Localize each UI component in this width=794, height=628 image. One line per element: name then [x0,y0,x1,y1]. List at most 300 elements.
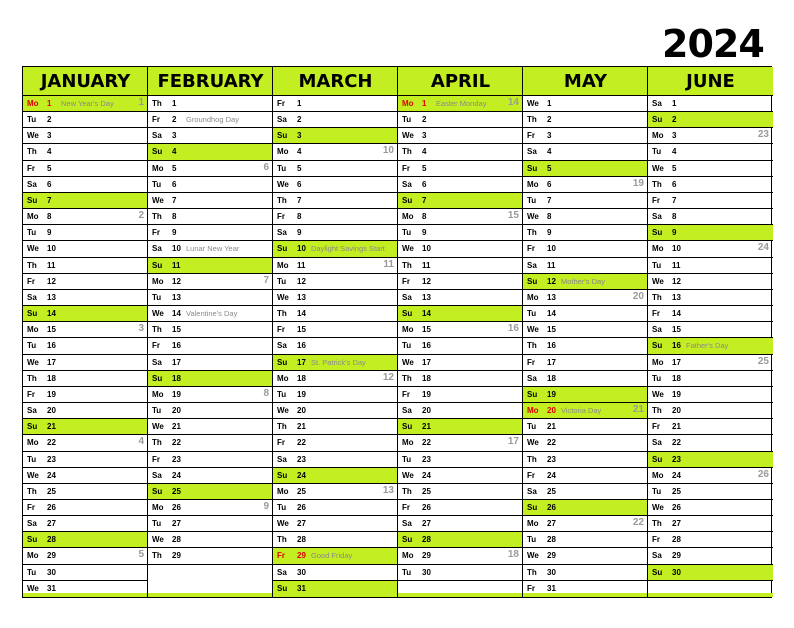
weekday-label: Fr [277,212,285,222]
day-number: 4 [672,147,677,157]
weekday-label: Sa [27,406,37,416]
month-header: MARCH [273,67,398,96]
weekday-label: Tu [402,115,412,125]
weekday-label: Tu [652,147,662,157]
day-row [523,484,648,500]
day-number: 11 [47,260,56,270]
day-number: 26 [672,503,681,512]
day-number: 23 [547,454,556,464]
day-row [648,371,773,387]
day-row [648,548,773,564]
day-row [273,338,398,354]
day-number: 13 [47,292,56,302]
weekday-label: Su [402,309,413,319]
day-number: 12 [422,276,431,286]
weekday-label: Sa [277,341,287,351]
day-number: 22 [672,438,681,448]
weekday-label: Th [27,373,37,383]
day-number: 15 [297,325,306,335]
weekday-label: Fr [652,309,660,319]
weekday-label: Tu [152,519,162,529]
week-number: 15 [507,210,519,222]
weekday-label: We [152,195,164,205]
week-number: 23 [757,129,769,141]
day-number: 24 [547,470,556,480]
day-number: 2 [672,115,677,125]
day-number: 13 [172,292,181,302]
day-number: 16 [297,341,306,351]
day-row [648,112,773,128]
day-row [148,516,273,532]
weekday-label: Th [527,115,537,125]
day-number: 1 [172,99,177,108]
day-number: 30 [297,567,306,577]
weekday-label: We [652,276,664,286]
day-row [648,355,773,371]
weekday-label: Tu [27,115,37,125]
day-number: 5 [672,163,677,173]
day-row [523,306,648,322]
weekday-label: Sa [152,131,162,141]
weekday-label: Th [277,195,287,205]
day-number: 19 [297,389,306,399]
day-number: 9 [672,228,677,238]
day-row [148,419,273,435]
day-row [523,355,648,371]
weekday-label: Mo [402,212,414,222]
day-row [148,209,273,225]
weekday-label: Fr [652,535,660,545]
day-number: 8 [47,212,52,222]
day-number: 31 [297,583,306,593]
weekday-label: We [152,422,164,432]
day-number: 27 [47,519,56,529]
day-row [148,322,273,338]
weekday-label: Mo [27,99,39,108]
day-number: 8 [172,212,177,222]
day-row [23,274,148,290]
day-number: 20 [672,406,681,416]
day-row [398,387,523,403]
day-row [648,387,773,403]
day-row [398,144,523,160]
weekday-label: Tu [527,535,537,545]
day-row [23,468,148,484]
day-number: 12 [47,276,56,286]
weekday-label: Sa [152,357,162,367]
weekday-label: We [652,163,664,173]
day-row [398,209,523,225]
weekday-label: Mo [277,147,289,157]
day-number: 21 [672,422,681,432]
week-number: 4 [138,436,144,448]
day-number: 16 [172,341,181,351]
weekday-label: Fr [277,438,285,448]
weekday-label: We [277,406,289,416]
weekday-label: Mo [527,519,539,529]
day-number: 13 [297,292,306,302]
day-number: 16 [47,341,56,351]
weekday-label: We [27,583,39,593]
day-row [148,225,273,241]
day-number: 14 [422,309,431,319]
weekday-label: We [27,131,39,141]
weekday-label: Th [527,228,537,238]
weekday-label: We [402,244,414,254]
day-row [523,532,648,548]
weekday-label: Tu [27,454,37,464]
day-number: 25 [47,486,56,496]
event-label: Mother's Day [561,276,605,286]
day-row [273,419,398,435]
weekday-label: Fr [402,276,410,286]
day-row [273,241,398,257]
week-number: 10 [382,145,394,157]
weekday-label: Mo [152,389,164,399]
day-number: 11 [422,260,431,270]
day-number: 5 [547,163,552,173]
week-number: 7 [263,274,269,286]
day-row [523,435,648,451]
event-label: Father's Day [686,341,729,351]
day-row [648,500,773,516]
weekday-label: Su [27,309,38,319]
day-number: 5 [47,163,52,173]
weekday-label: Su [277,583,288,593]
day-row [398,274,523,290]
day-row [648,161,773,177]
weekday-label: Tu [652,260,662,270]
weekday-label: Mo [527,406,539,416]
day-number: 29 [297,551,306,561]
day-number: 6 [422,179,427,189]
weekday-label: We [277,292,289,302]
day-row [273,128,398,144]
day-number: 31 [47,583,56,593]
day-number: 22 [47,438,56,448]
weekday-label: Sa [277,454,287,464]
weekday-label: Th [152,551,162,561]
weekday-label: Fr [527,131,535,141]
day-number: 28 [297,535,306,545]
weekday-label: Tu [527,309,537,319]
weekday-label: Su [27,422,38,432]
day-number: 6 [47,179,52,189]
day-number: 28 [422,535,431,545]
week-number: 21 [632,404,644,416]
day-number: 7 [547,195,552,205]
day-row [148,484,273,500]
day-row [273,274,398,290]
weekday-label: Su [277,131,288,141]
day-row [648,403,773,419]
day-number: 3 [47,131,52,141]
day-row [273,112,398,128]
weekday-label: We [527,212,539,222]
bottom-accent-bar [648,593,773,597]
day-number: 20 [47,406,56,416]
day-row [273,403,398,419]
day-number: 11 [547,260,556,270]
day-row [148,144,273,160]
day-row [148,387,273,403]
month-header: MAY [523,67,648,96]
weekday-label: Mo [652,244,664,254]
weekday-label: Mo [402,325,414,335]
day-number: 7 [672,195,677,205]
day-number: 1 [47,99,52,108]
week-number: 16 [507,323,519,335]
weekday-label: Th [402,147,412,157]
day-number: 22 [547,438,556,448]
day-number: 24 [297,470,306,480]
day-row [398,355,523,371]
day-number: 29 [547,551,556,561]
month-column-january [23,67,148,597]
day-row [148,306,273,322]
day-number: 10 [422,244,431,254]
day-number: 20 [172,406,181,416]
weekday-label: Fr [277,551,285,561]
day-row [648,209,773,225]
weekday-label: Sa [652,99,662,108]
day-number: 30 [672,567,681,577]
day-number: 8 [672,212,677,222]
weekday-label: Mo [402,551,414,561]
weekday-label: Mo [402,99,414,108]
day-number: 1 [297,99,302,108]
day-number: 2 [172,115,177,125]
bottom-accent-bar [398,593,523,597]
day-number: 13 [422,292,431,302]
day-row [398,322,523,338]
event-label: Daylight Savings Start [311,244,385,254]
day-number: 2 [422,115,427,125]
weekday-label: Fr [527,244,535,254]
day-number: 7 [297,195,302,205]
weekday-label: Sa [527,260,537,270]
day-number: 19 [422,389,431,399]
day-row [273,161,398,177]
weekday-label: Sa [27,179,37,189]
weekday-label: Tu [152,179,162,189]
day-row [148,193,273,209]
day-row [523,274,648,290]
weekday-label: Fr [527,583,535,593]
weekday-label: Su [527,503,538,512]
day-row [398,516,523,532]
week-number: 11 [383,258,394,270]
weekday-label: Tu [27,341,37,351]
weekday-label: Sa [402,406,412,416]
weekday-label: Su [277,470,288,480]
weekday-label: Su [652,567,663,577]
weekday-label: Tu [402,567,412,577]
day-number: 4 [297,147,302,157]
day-number: 10 [47,244,56,254]
event-label: Easter Monday [436,99,487,108]
day-row [523,548,648,564]
weekday-label: Fr [27,163,35,173]
day-row [273,290,398,306]
weekday-label: Fr [652,195,660,205]
day-number: 10 [297,244,306,254]
day-number: 1 [422,99,427,108]
day-number: 1 [672,99,677,108]
day-number: 26 [547,503,556,512]
weekday-label: Su [277,357,288,367]
day-row [273,96,398,112]
weekday-label: Su [27,195,38,205]
day-number: 27 [672,519,681,529]
weekday-label: Mo [27,325,39,335]
day-row [23,532,148,548]
day-row [273,144,398,160]
weekday-label: Su [152,260,163,270]
day-row [148,161,273,177]
day-number: 8 [422,212,427,222]
weekday-label: Th [152,325,162,335]
weekday-label: Su [27,535,38,545]
day-number: 22 [172,438,181,448]
weekday-label: We [402,357,414,367]
week-number: 9 [263,501,269,512]
day-number: 14 [297,309,306,319]
weekday-label: Su [652,341,663,351]
day-row [23,306,148,322]
week-number: 20 [632,290,644,302]
day-number: 25 [672,486,681,496]
day-number: 23 [297,454,306,464]
day-row [273,387,398,403]
day-number: 18 [297,373,306,383]
weekday-label: Th [652,519,662,529]
day-row [148,290,273,306]
day-number: 26 [422,503,431,512]
weekday-label: Sa [527,373,537,383]
weekday-label: Tu [277,163,287,173]
weekday-label: Mo [27,212,39,222]
day-row [23,355,148,371]
weekday-label: Th [527,454,537,464]
weekday-label: Tu [652,373,662,383]
weekday-label: Sa [527,147,537,157]
weekday-label: Tu [402,341,412,351]
day-row [23,387,148,403]
day-number: 29 [172,551,181,561]
weekday-label: Tu [27,567,37,577]
day-row [648,468,773,484]
day-row [23,161,148,177]
day-number: 14 [47,309,56,319]
weekday-label: Su [152,373,163,383]
day-row [273,500,398,516]
day-row [398,112,523,128]
week-number: 2 [138,210,144,222]
weekday-label: Mo [152,503,164,512]
day-row [23,419,148,435]
day-row [648,516,773,532]
weekday-label: Mo [527,179,539,189]
weekday-label: Fr [402,163,410,173]
day-number: 19 [47,389,56,399]
day-number: 29 [422,551,431,561]
day-number: 8 [547,212,552,222]
week-number: 3 [138,323,144,335]
day-row [23,225,148,241]
day-number: 12 [547,276,556,286]
day-number: 21 [172,422,181,432]
day-number: 15 [672,325,681,335]
weekday-label: We [652,389,664,399]
weekday-label: We [402,470,414,480]
weekday-label: We [277,519,289,529]
day-row [648,290,773,306]
day-number: 3 [422,131,427,141]
day-number: 4 [547,147,552,157]
day-number: 7 [422,195,427,205]
day-row [273,225,398,241]
day-row [523,403,648,419]
day-number: 3 [672,131,677,141]
day-number: 12 [672,276,681,286]
weekday-label: Sa [402,519,412,529]
day-number: 18 [547,373,556,383]
weekday-label: Su [152,486,163,496]
weekday-label: Su [527,276,538,286]
event-label: Victoria Day [561,406,602,416]
day-row [648,128,773,144]
day-number: 13 [547,292,556,302]
day-number: 29 [47,551,56,561]
weekday-label: Fr [277,325,285,335]
weekday-label: Fr [152,341,160,351]
day-number: 17 [297,357,306,367]
day-number: 11 [172,260,181,270]
day-row [23,96,148,112]
day-row [148,500,273,516]
weekday-label: Th [27,147,37,157]
day-number: 19 [672,389,681,399]
day-number: 17 [422,357,431,367]
weekday-label: Th [402,486,412,496]
day-number: 21 [297,422,306,432]
day-number: 15 [547,325,556,335]
day-row [648,177,773,193]
day-row [398,452,523,468]
weekday-label: We [27,470,39,480]
weekday-label: Sa [277,567,287,577]
day-number: 14 [547,309,556,319]
day-row [398,241,523,257]
event-label: Groundhog Day [186,115,239,125]
weekday-label: Th [277,422,287,432]
day-row [523,338,648,354]
weekday-label: Su [402,422,413,432]
weekday-label: Tu [27,228,37,238]
weekday-label: Th [402,373,412,383]
day-row [273,306,398,322]
day-row [523,290,648,306]
day-row [398,161,523,177]
day-number: 3 [547,131,552,141]
weekday-label: We [27,357,39,367]
day-number: 17 [547,357,556,367]
day-row [23,452,148,468]
weekday-label: Mo [652,131,664,141]
day-number: 5 [172,163,177,173]
weekday-label: Tu [402,228,412,238]
